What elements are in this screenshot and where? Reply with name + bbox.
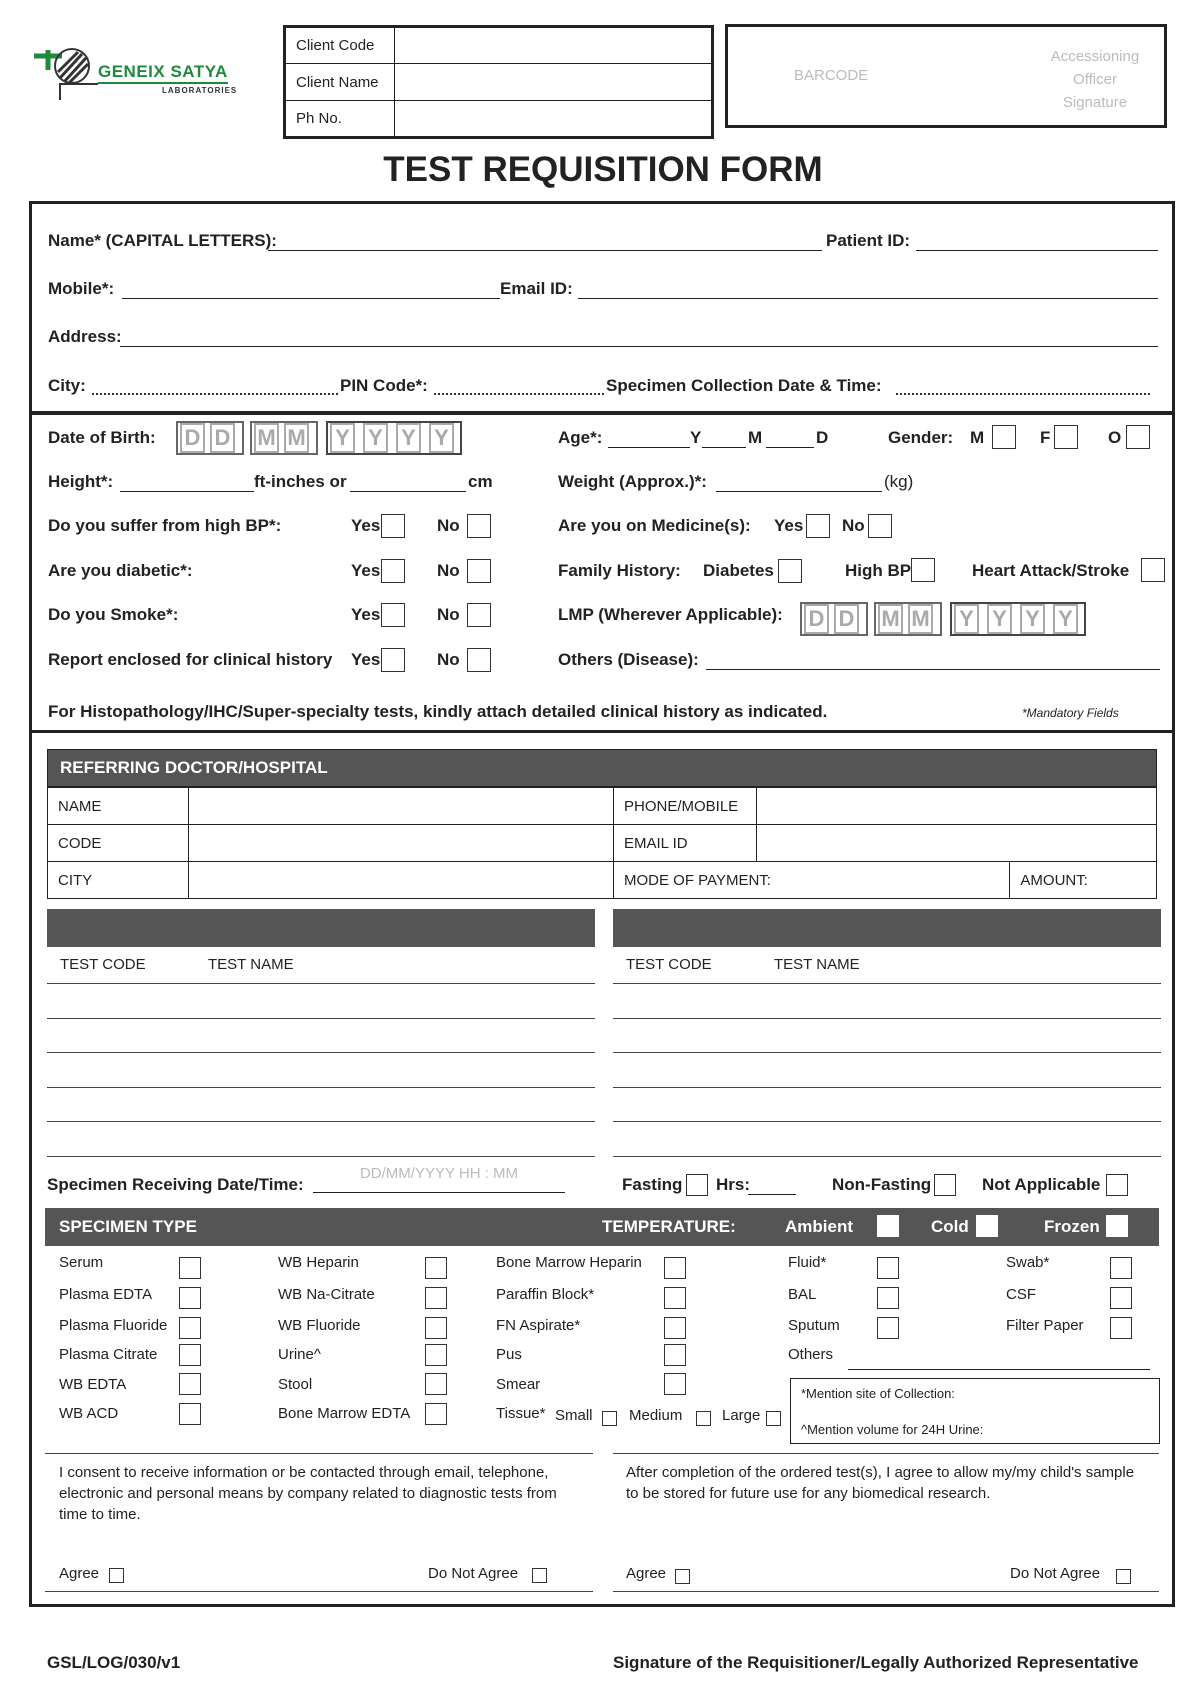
doctor-name-field[interactable] <box>189 788 614 825</box>
age-unit-y: Y <box>690 428 702 447</box>
specimen-serum-checkbox[interactable] <box>179 1257 201 1279</box>
age-days-field[interactable] <box>766 447 814 448</box>
gender-f-checkbox[interactable] <box>1054 425 1078 449</box>
others-disease-label: Others (Disease): <box>558 650 699 669</box>
logo-brand: GENEIX SATYA <box>98 62 228 81</box>
barcode-box[interactable] <box>725 24 1167 128</box>
doctor-email-field[interactable] <box>757 825 1157 862</box>
family-bp-checkbox[interactable] <box>911 558 935 582</box>
specimen-bal-label: BAL <box>788 1286 817 1303</box>
consent-divider-left <box>45 1453 593 1454</box>
temperature-label: TEMPERATURE: <box>602 1217 736 1236</box>
accession-signature-label: Accessioning Officer Signature <box>1050 48 1140 111</box>
specimen-others-label: Others <box>788 1346 834 1363</box>
smoke-no-label: No <box>437 605 460 624</box>
tests-right-header <box>613 909 1161 947</box>
payment-mode-field[interactable]: MODE OF PAYMENT: <box>614 862 1010 899</box>
gender-o-label: O <box>1108 428 1122 447</box>
specimen-filter-paper-checkbox[interactable] <box>1110 1317 1132 1339</box>
height-ft-unit: ft-inches or <box>254 472 347 491</box>
gender-f-label: F <box>1040 428 1051 447</box>
specimen-bm-heparin-label: Bone Marrow Heparin <box>496 1254 642 1271</box>
company-logo <box>32 40 238 110</box>
consent-divider-right <box>613 1453 1159 1454</box>
temp-cold-label: Cold <box>931 1217 969 1236</box>
signature-label[interactable]: Signature of the Requisitioner/Legally Authorized Representative <box>613 1653 1139 1672</box>
age-label: Age*: <box>558 428 603 447</box>
consent-right-disagree-label: Do Not Agree <box>1010 1565 1101 1582</box>
name-field[interactable] <box>268 250 822 251</box>
tissue-large-checkbox[interactable] <box>766 1411 781 1426</box>
barcode-label: BARCODE <box>794 67 869 84</box>
bp-no-checkbox[interactable] <box>467 514 491 538</box>
client-phone-row <box>285 101 713 138</box>
not-applicable-label: Not Applicable <box>982 1175 1101 1194</box>
test-line[interactable] <box>613 1018 1161 1019</box>
specimen-plasma-citrate-label: Plasma Citrate <box>59 1346 158 1363</box>
specimen-wb-acd-checkbox[interactable] <box>179 1403 201 1425</box>
doctor-header: REFERRING DOCTOR/HOSPITAL <box>47 749 1157 787</box>
dob-label: Date of Birth: <box>48 428 156 447</box>
tests-right-name-header: TEST NAME <box>774 956 860 973</box>
temp-cold-checkbox[interactable] <box>976 1215 998 1237</box>
smoke-yes-checkbox[interactable] <box>381 603 405 627</box>
hrs-field[interactable] <box>748 1194 796 1195</box>
consent-right-text: After completion of the ordered test(s), I agree to allow my/my child's sample to be stored for future use for any biomedical research. <box>626 1464 1135 1502</box>
client-name-row <box>285 64 713 101</box>
doctor-table <box>47 787 1157 899</box>
family-diabetes-checkbox[interactable] <box>778 559 802 583</box>
weight-label: Weight (Approx.)*: <box>558 472 707 491</box>
tissue-small-label: Small <box>555 1407 593 1424</box>
height-cm-field[interactable] <box>350 491 466 492</box>
specimen-swab-checkbox[interactable] <box>1110 1257 1132 1279</box>
consent-left-disagree-checkbox[interactable] <box>532 1568 547 1583</box>
temp-ambient-checkbox[interactable] <box>877 1215 899 1237</box>
specimen-csf-label: CSF <box>1006 1286 1036 1303</box>
specimen-fluid-label: Fluid* <box>788 1254 827 1271</box>
height-cm-unit: cm <box>468 472 493 491</box>
specimen-pus-label: Pus <box>496 1346 522 1363</box>
test-line[interactable] <box>613 1156 1161 1157</box>
specimen-tissue-label: Tissue* <box>496 1405 546 1422</box>
doctor-phone-field[interactable] <box>757 788 1157 825</box>
email-field[interactable] <box>578 298 1158 299</box>
client-phone-field[interactable] <box>395 101 713 138</box>
client-code-field[interactable] <box>395 27 713 64</box>
doctor-city-field[interactable] <box>189 862 614 899</box>
specimen-wb-edta-checkbox[interactable] <box>179 1373 201 1395</box>
specimen-bm-edta-checkbox[interactable] <box>425 1403 447 1425</box>
weight-field[interactable] <box>716 491 882 492</box>
tissue-medium-label: Medium <box>629 1407 683 1424</box>
tests-left-header <box>47 909 595 947</box>
pin-label: PIN Code*: <box>340 376 428 395</box>
mandatory-note: *Mandatory Fields <box>1022 706 1119 720</box>
tissue-large-label: Large <box>722 1407 761 1424</box>
age-unit-d: D <box>816 428 829 447</box>
name-label: Name* (CAPITAL LETTERS): <box>48 231 277 250</box>
non-fasting-label: Non-Fasting <box>832 1175 932 1194</box>
doctor-code-field[interactable] <box>189 825 614 862</box>
pin-field[interactable] <box>434 393 604 395</box>
client-code-label: Client Code <box>285 27 395 64</box>
specimen-sputum-label: Sputum <box>788 1317 840 1334</box>
test-line[interactable] <box>47 1121 595 1122</box>
report-question: Report enclosed for clinical history <box>48 650 333 669</box>
report-yes-checkbox[interactable] <box>381 648 405 672</box>
email-label: Email ID: <box>500 279 573 298</box>
family-diabetes-label: Diabetes <box>703 561 774 580</box>
specimen-serum-label: Serum <box>59 1254 104 1271</box>
specimen-wb-edta-label: WB EDTA <box>59 1376 127 1393</box>
diabetic-no-label: No <box>437 561 460 580</box>
medicine-question: Are you on Medicine(s): <box>558 516 751 535</box>
test-line[interactable] <box>613 1052 1161 1053</box>
medicine-no-checkbox[interactable] <box>868 514 892 538</box>
doctor-code-label: CODE <box>48 825 189 862</box>
note-urine-volume: ^Mention volume for 24H Urine: <box>801 1422 984 1437</box>
temp-frozen-checkbox[interactable] <box>1106 1215 1128 1237</box>
weight-unit: (kg) <box>884 472 914 491</box>
specimen-swab-label: Swab* <box>1006 1254 1050 1271</box>
family-heart-label: Heart Attack/Stroke <box>972 561 1130 580</box>
patient-id-field[interactable] <box>916 250 1158 251</box>
patient-id-label: Patient ID: <box>826 231 911 250</box>
age-months-field[interactable] <box>702 447 746 448</box>
lmp-field[interactable]: D D M M Y Y Y Y <box>800 602 1088 636</box>
specimen-wb-na-citrate-label: WB Na-Citrate <box>278 1286 375 1303</box>
family-history-label: Family History: <box>558 561 681 580</box>
medicine-no-label: No <box>842 516 865 535</box>
test-line[interactable] <box>47 1052 595 1053</box>
tissue-small-checkbox[interactable] <box>602 1411 617 1426</box>
specimen-urine-checkbox[interactable] <box>425 1344 447 1366</box>
specimen-urine-label: Urine^ <box>278 1346 321 1363</box>
smoke-no-checkbox[interactable] <box>467 603 491 627</box>
specimen-fn-aspirate-checkbox[interactable] <box>664 1317 686 1339</box>
specimen-wb-na-citrate-checkbox[interactable] <box>425 1287 447 1309</box>
collection-notes-box[interactable] <box>790 1378 1160 1444</box>
fasting-label: Fasting <box>622 1175 683 1194</box>
fasting-checkbox[interactable] <box>686 1174 708 1196</box>
genetix-logo-icon <box>32 40 102 102</box>
specimen-wb-fluoride-label: WB Fluoride <box>278 1317 361 1334</box>
doctor-email-label: EMAIL ID <box>614 825 757 862</box>
dob-field[interactable]: D D M M Y Y Y Y <box>176 421 464 455</box>
receiving-field[interactable]: DD/MM/YYYY HH : MM <box>313 1165 565 1193</box>
mobile-field[interactable] <box>122 298 500 299</box>
specimen-plasma-fluoride-checkbox[interactable] <box>179 1317 201 1339</box>
consent-bottom-right <box>613 1591 1159 1592</box>
form-title: TEST REQUISITION FORM <box>383 150 823 189</box>
test-line[interactable] <box>613 983 1161 984</box>
tests-left-code-header: TEST CODE <box>60 956 146 973</box>
client-info-table <box>283 25 714 139</box>
doctor-row-1 <box>48 788 1157 825</box>
specimen-others-field[interactable] <box>848 1369 1150 1370</box>
test-line[interactable] <box>613 1087 1161 1088</box>
client-code-row <box>285 27 713 64</box>
collection-label: Specimen Collection Date & Time: <box>606 376 882 395</box>
specimen-stool-label: Stool <box>278 1376 313 1393</box>
test-line[interactable] <box>47 983 595 984</box>
bp-yes-label: Yes <box>351 516 381 535</box>
receiving-label: Specimen Receiving Date/Time: <box>47 1175 304 1194</box>
consent-right-agree-checkbox[interactable] <box>675 1569 690 1584</box>
consent-left-agree-checkbox[interactable] <box>109 1568 124 1583</box>
specimen-fluid-checkbox[interactable] <box>877 1257 899 1279</box>
specimen-bm-edta-label: Bone Marrow EDTA <box>278 1405 411 1422</box>
specimen-fn-aspirate-label: FN Aspirate* <box>496 1317 581 1334</box>
specimen-plasma-edta-checkbox[interactable] <box>179 1287 201 1309</box>
report-no-label: No <box>437 650 460 669</box>
consent-left-text: I consent to receive information or be contacted through email, telephone, electronic and personal means by company related to diagnostic tests from time to time. <box>59 1464 557 1523</box>
logo-sub: LABORATORIES <box>162 86 238 95</box>
section-divider-2 <box>29 730 1175 733</box>
gender-m-label: M <box>970 428 985 447</box>
amount-field[interactable]: AMOUNT: <box>1010 862 1157 899</box>
doctor-row-3 <box>48 862 1157 899</box>
others-disease-field[interactable] <box>706 669 1160 670</box>
test-line[interactable] <box>47 1018 595 1019</box>
bp-question: Do you suffer from high BP*: <box>48 516 282 535</box>
test-line[interactable] <box>47 1087 595 1088</box>
specimen-plasma-edta-label: Plasma EDTA <box>59 1286 153 1303</box>
doctor-name-label: NAME <box>48 788 189 825</box>
address-label: Address: <box>48 327 122 346</box>
doctor-phone-label: PHONE/MOBILE <box>614 788 757 825</box>
specimen-paraffin-checkbox[interactable] <box>664 1287 686 1309</box>
specimen-stool-checkbox[interactable] <box>425 1373 447 1395</box>
doctor-row-2 <box>48 825 1157 862</box>
bp-no-label: No <box>437 516 460 535</box>
gender-m-checkbox[interactable] <box>992 425 1016 449</box>
age-years-field[interactable] <box>608 447 690 448</box>
specimen-plasma-fluoride-label: Plasma Fluoride <box>59 1317 168 1334</box>
specimen-wb-fluoride-checkbox[interactable] <box>425 1317 447 1339</box>
diabetic-no-checkbox[interactable] <box>467 559 491 583</box>
histopathology-note: For Histopathology/IHC/Super-specialty tests, kindly attach detailed clinical history as indicated. <box>48 702 828 721</box>
family-heart-checkbox[interactable] <box>1141 558 1165 582</box>
age-unit-m: M <box>748 428 763 447</box>
medicine-yes-label: Yes <box>774 516 804 535</box>
collection-field[interactable] <box>896 393 1150 395</box>
city-field[interactable] <box>92 393 338 395</box>
specimen-plasma-citrate-checkbox[interactable] <box>179 1344 201 1366</box>
bp-yes-checkbox[interactable] <box>381 514 405 538</box>
test-line[interactable] <box>613 1121 1161 1122</box>
client-name-field[interactable] <box>395 64 713 101</box>
client-name-label: Client Name <box>285 64 395 101</box>
height-ft-field[interactable] <box>120 491 254 492</box>
consent-left-agree-label: Agree <box>59 1565 100 1582</box>
gender-label: Gender: <box>888 428 954 447</box>
specimen-smear-checkbox[interactable] <box>664 1373 686 1395</box>
specimen-header: SPECIMEN TYPE TEMPERATURE: Ambient Cold Frozen <box>45 1208 1159 1246</box>
note-site-of-collection: *Mention site of Collection: <box>801 1386 955 1401</box>
medicine-yes-checkbox[interactable] <box>806 514 830 538</box>
tests-right-code-header: TEST CODE <box>626 956 712 973</box>
smoke-question: Do you Smoke*: <box>48 605 179 624</box>
test-line[interactable] <box>47 1156 595 1157</box>
specimen-wb-heparin-checkbox[interactable] <box>425 1257 447 1279</box>
client-phone-label: Ph No. <box>285 101 395 138</box>
temp-frozen-label: Frozen <box>1044 1217 1100 1236</box>
consent-right-agree-label: Agree <box>626 1565 667 1582</box>
hrs-label: Hrs: <box>716 1175 751 1194</box>
consent-left-disagree-label: Do Not Agree <box>428 1565 519 1582</box>
diabetic-question: Are you diabetic*: <box>48 561 193 580</box>
specimen-wb-heparin-label: WB Heparin <box>278 1254 359 1271</box>
consent-bottom-left <box>45 1591 593 1592</box>
temp-ambient-label: Ambient <box>785 1217 853 1236</box>
doctor-city-label: CITY <box>48 862 189 899</box>
city-label: City: <box>48 376 86 395</box>
specimen-sputum-checkbox[interactable] <box>877 1317 899 1339</box>
not-applicable-checkbox[interactable] <box>1106 1174 1128 1196</box>
report-no-checkbox[interactable] <box>467 648 491 672</box>
smoke-yes-label: Yes <box>351 605 381 624</box>
lmp-label: LMP (Wherever Applicable): <box>558 605 783 624</box>
specimen-wb-acd-label: WB ACD <box>59 1405 119 1422</box>
diabetic-yes-checkbox[interactable] <box>381 559 405 583</box>
specimen-filter-paper-label: Filter Paper <box>1006 1317 1084 1334</box>
specimen-bm-heparin-checkbox[interactable] <box>664 1257 686 1279</box>
specimen-csf-checkbox[interactable] <box>1110 1287 1132 1309</box>
report-yes-label: Yes <box>351 650 381 669</box>
form-code: GSL/LOG/030/v1 <box>47 1653 181 1672</box>
specimen-smear-label: Smear <box>496 1376 541 1393</box>
consent-right-disagree-checkbox[interactable] <box>1116 1569 1131 1584</box>
address-field[interactable] <box>120 346 1158 347</box>
specimen-pus-checkbox[interactable] <box>664 1344 686 1366</box>
height-label: Height*: <box>48 472 114 491</box>
gender-o-checkbox[interactable] <box>1126 425 1150 449</box>
tissue-medium-checkbox[interactable] <box>696 1411 711 1426</box>
diabetic-yes-label: Yes <box>351 561 381 580</box>
non-fasting-checkbox[interactable] <box>934 1174 956 1196</box>
specimen-paraffin-label: Paraffin Block* <box>496 1286 595 1303</box>
mobile-label: Mobile*: <box>48 279 115 298</box>
section-divider <box>29 411 1175 415</box>
family-bp-label: High BP <box>845 561 912 580</box>
specimen-bal-checkbox[interactable] <box>877 1287 899 1309</box>
tests-left-name-header: TEST NAME <box>208 956 294 973</box>
